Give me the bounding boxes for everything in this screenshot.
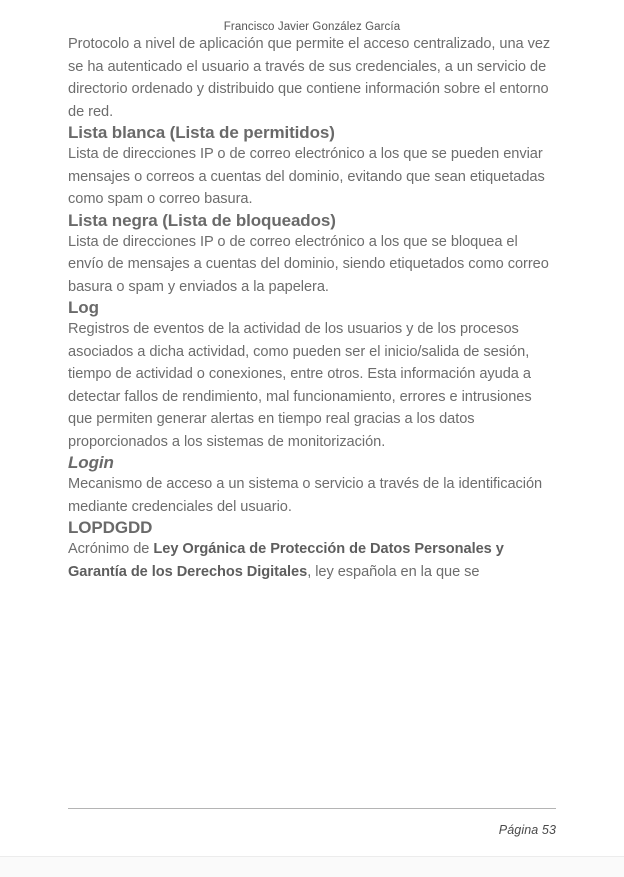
plain-text: , ley española en la que se	[307, 563, 480, 580]
glossary-term-heading: Log	[68, 298, 99, 317]
glossary-definition-paragraph: Registros de eventos de la actividad de los usuarios y de los procesos asociados a dicha actividad, como pueden ser el inicio/salida de sesión, tiempo de actividad o conexiones, entre otros. Esta información ayuda a detectar fallos de rendimiento, mal funcionamiento, errores e intrusiones que permiten generar alertas en tiempo real gracias a los datos proporcionados a los sistemas de monitorización.	[68, 321, 532, 450]
glossary-definition-paragraph: Lista de direcciones IP o de correo electrónico a los que se pueden enviar mensajes o correos a cuentas del dominio, evitando que sean etiquetadas como spam o correo basura.	[68, 146, 545, 207]
glossary-term-heading: Login	[68, 453, 114, 472]
running-head: Francisco Javier González García	[223, 21, 401, 33]
page-content	[0, 33, 624, 583]
glossary-term-heading: Lista blanca (Lista de permitidos)	[68, 123, 335, 142]
glossary-definition-paragraph: Mecanismo de acceso a un sistema o servicio a través de la identificación mediante credenciales del usuario.	[68, 476, 543, 515]
glossary-definition-paragraph	[68, 538, 556, 583]
glossary-term-heading: Lista negra (Lista de bloqueados)	[68, 210, 336, 230]
page-footer	[0, 808, 624, 856]
glossary-definition-paragraph: Protocolo a nivel de aplicación que permite el acceso centralizado, una vez se ha autenticado el usuario a través de sus credenciales, a un servicio de directorio ordenado y distribuido que contiene información sobre el entorno de red.	[68, 36, 551, 120]
emphasis-text: Ley Orgánica de Protección de Datos Personales y Garantía de los Derechos Digitales	[68, 541, 504, 580]
plain-text: Acrónimo de	[68, 541, 154, 557]
page-number: Página 53	[498, 823, 556, 837]
glossary-term-heading: LOPDGDD	[68, 518, 153, 537]
page-boundary-gap	[0, 856, 624, 877]
glossary-definition-paragraph: Lista de direcciones IP o de correo electrónico a los que se bloquea el envío de mensajes a cuentas del dominio, siendo etiquetados como correo basura o spam y enviados a la papelera.	[68, 233, 549, 295]
